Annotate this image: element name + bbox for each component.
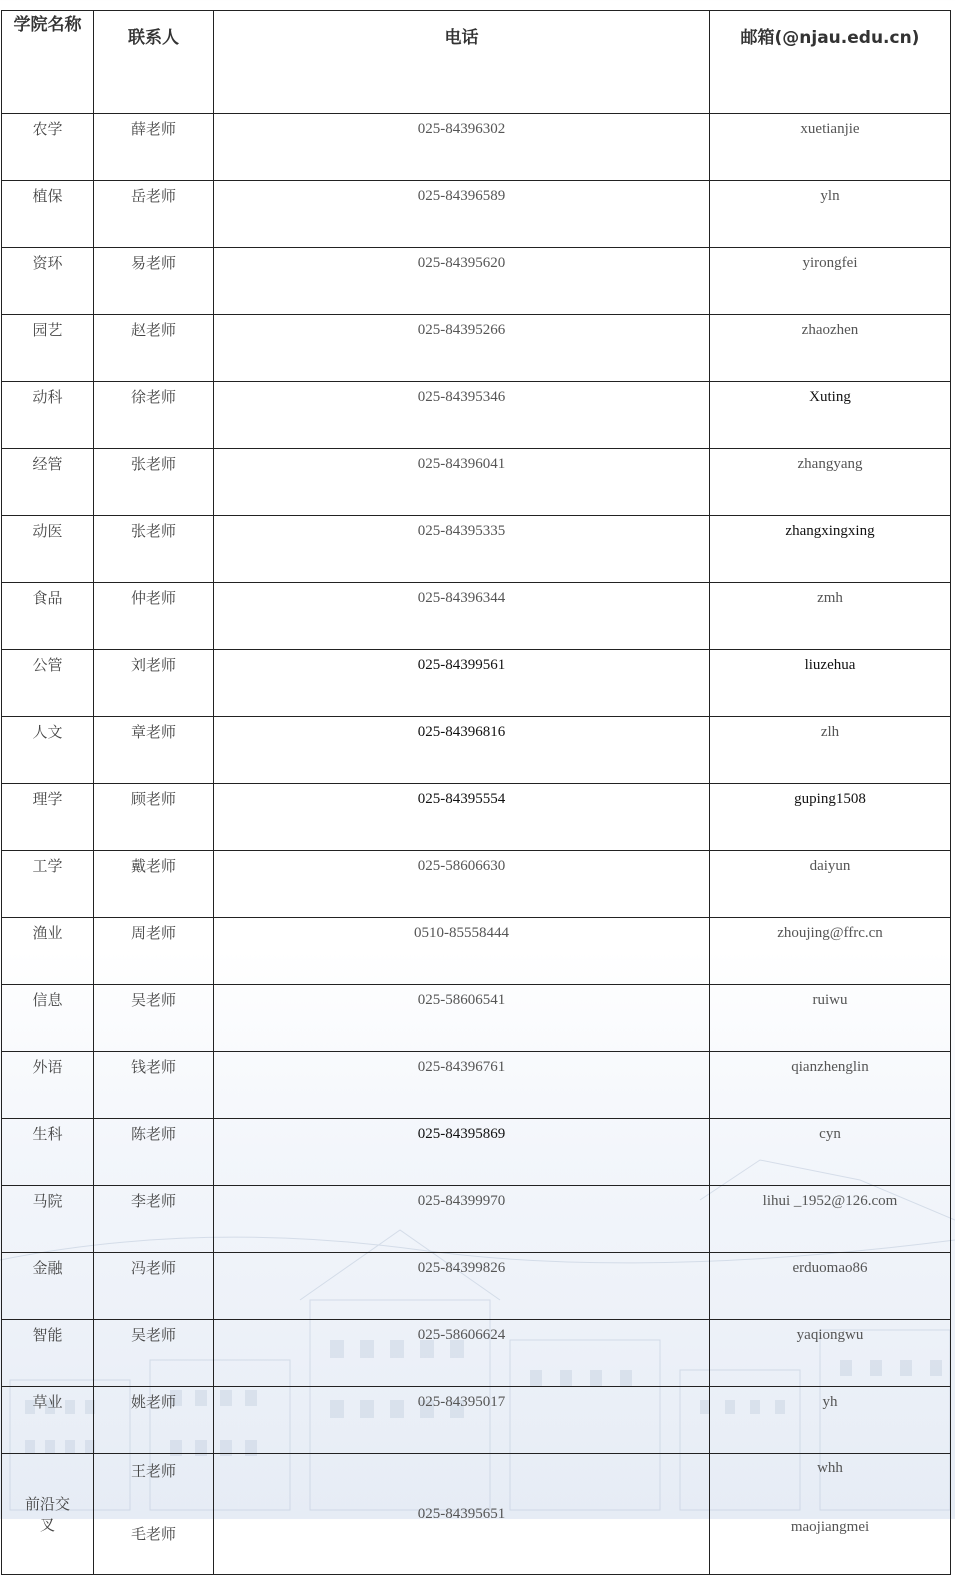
phone-cell: 025-58606630: [214, 851, 710, 918]
phone-cell: 025-84395346: [214, 382, 710, 449]
college-cell: 农学: [2, 114, 94, 181]
contact-cell: 赵老师: [94, 315, 214, 382]
table-row: [2, 851, 951, 918]
email-cell: zmh: [710, 583, 951, 650]
contact-cell: 吴老师: [94, 1320, 214, 1387]
contact-cell: 钱老师: [94, 1052, 214, 1119]
college-cell: 理学: [2, 784, 94, 851]
phone-cell: 025-84395651: [214, 1454, 710, 1575]
table-row: [2, 918, 951, 985]
email-cell: zhangyang: [710, 449, 951, 516]
college-cell: 公管: [2, 650, 94, 717]
college-cell: 动医: [2, 516, 94, 583]
phone-cell: 025-84396302: [214, 114, 710, 181]
email-value: whh: [817, 1460, 843, 1476]
table-row: [2, 114, 951, 181]
contact-cell: [94, 1454, 214, 1575]
table-row: [2, 181, 951, 248]
table-row: [2, 248, 951, 315]
table-row: [2, 1186, 951, 1253]
contact-cell: 张老师: [94, 516, 214, 583]
email-cell: cyn: [710, 1119, 951, 1186]
header-email: 邮箱(@njau.edu.cn): [710, 11, 951, 114]
phone-cell: 025-84395266: [214, 315, 710, 382]
college-cell: 经管: [2, 449, 94, 516]
college-cell: 园艺: [2, 315, 94, 382]
contact-cell: 冯老师: [94, 1253, 214, 1320]
phone-cell: 025-84396041: [214, 449, 710, 516]
phone-cell: 025-84396816: [214, 717, 710, 784]
header-contact: 联系人: [94, 11, 214, 114]
table-row: [2, 985, 951, 1052]
email-cell: lihui _1952@126.com: [710, 1186, 951, 1253]
table-row-frontier: [2, 1454, 951, 1575]
email-cell: zlh: [710, 717, 951, 784]
contact-cell: 章老师: [94, 717, 214, 784]
table-row: [2, 315, 951, 382]
contact-cell: 仲老师: [94, 583, 214, 650]
college-cell: 渔业: [2, 918, 94, 985]
contact-cell: 戴老师: [94, 851, 214, 918]
contact-cell: 李老师: [94, 1186, 214, 1253]
table-row: [2, 583, 951, 650]
email-cell: xuetianjie: [710, 114, 951, 181]
table-row: [2, 516, 951, 583]
email-cell: zhangxingxing: [710, 516, 951, 583]
table-row: [2, 1052, 951, 1119]
contact-cell: 岳老师: [94, 181, 214, 248]
email-cell: yh: [710, 1387, 951, 1454]
phone-cell: 025-84396589: [214, 181, 710, 248]
phone-cell: 0510-85558444: [214, 918, 710, 985]
phone-cell: 025-84399970: [214, 1186, 710, 1253]
contact-cell: 周老师: [94, 918, 214, 985]
email-cell: [710, 1454, 951, 1575]
contact-name: 毛老师: [130, 1525, 176, 1543]
table-row: [2, 650, 951, 717]
table-header-row: [2, 11, 951, 114]
table-body: [2, 114, 951, 1575]
college-cell: 生科: [2, 1119, 94, 1186]
phone-cell: 025-84395554: [214, 784, 710, 851]
email-cell: liuzehua: [710, 650, 951, 717]
email-cell: zhaozhen: [710, 315, 951, 382]
college-cell: 动科: [2, 382, 94, 449]
phone-cell: 025-84399826: [214, 1253, 710, 1320]
table-row: [2, 1387, 951, 1454]
contact-cell: 易老师: [94, 248, 214, 315]
contact-cell: 薛老师: [94, 114, 214, 181]
email-cell: yirongfei: [710, 248, 951, 315]
phone-cell: 025-84396344: [214, 583, 710, 650]
contact-cell: 陈老师: [94, 1119, 214, 1186]
email-cell: guping1508: [710, 784, 951, 851]
table-row: [2, 784, 951, 851]
email-cell: qianzhenglin: [710, 1052, 951, 1119]
college-name-line2: 叉: [39, 1516, 55, 1534]
email-cell: zhoujing@ffrc.cn: [710, 918, 951, 985]
college-cell: 草业: [2, 1387, 94, 1454]
contact-cell: 顾老师: [94, 784, 214, 851]
contact-cell: 吴老师: [94, 985, 214, 1052]
college-name-line1: 前沿交: [24, 1495, 70, 1513]
email-cell: yaqiongwu: [710, 1320, 951, 1387]
contact-cell: 徐老师: [94, 382, 214, 449]
college-cell: [2, 1454, 94, 1575]
phone-cell: 025-84395335: [214, 516, 710, 583]
college-contacts-table: [1, 10, 951, 1575]
phone-cell: 025-84395869: [214, 1119, 710, 1186]
table-row: [2, 1253, 951, 1320]
table-row: [2, 382, 951, 449]
college-cell: 金融: [2, 1253, 94, 1320]
email-cell: daiyun: [710, 851, 951, 918]
table-row: [2, 1119, 951, 1186]
college-cell: 马院: [2, 1186, 94, 1253]
contact-cell: 张老师: [94, 449, 214, 516]
college-cell: 食品: [2, 583, 94, 650]
phone-cell: 025-84395017: [214, 1387, 710, 1454]
college-cell: 工学: [2, 851, 94, 918]
email-cell: erduomao86: [710, 1253, 951, 1320]
college-cell: 资环: [2, 248, 94, 315]
table-row: [2, 1320, 951, 1387]
college-cell: 智能: [2, 1320, 94, 1387]
header-college-name: 学院名称: [2, 11, 94, 114]
email-cell: Xuting: [710, 382, 951, 449]
email-cell: ruiwu: [710, 985, 951, 1052]
contact-name: 王老师: [130, 1462, 176, 1480]
phone-cell: 025-58606541: [214, 985, 710, 1052]
college-cell: 外语: [2, 1052, 94, 1119]
college-cell: 信息: [2, 985, 94, 1052]
college-cell: 人文: [2, 717, 94, 784]
email-value: maojiangmei: [790, 1519, 870, 1535]
header-phone: 电话: [214, 11, 710, 114]
phone-cell: 025-84395620: [214, 248, 710, 315]
contact-cell: 姚老师: [94, 1387, 214, 1454]
email-cell: yln: [710, 181, 951, 248]
phone-cell: 025-58606624: [214, 1320, 710, 1387]
table-row: [2, 449, 951, 516]
table-row: [2, 717, 951, 784]
phone-cell: 025-84396761: [214, 1052, 710, 1119]
college-cell: 植保: [2, 181, 94, 248]
phone-cell: 025-84399561: [214, 650, 710, 717]
contact-cell: 刘老师: [94, 650, 214, 717]
